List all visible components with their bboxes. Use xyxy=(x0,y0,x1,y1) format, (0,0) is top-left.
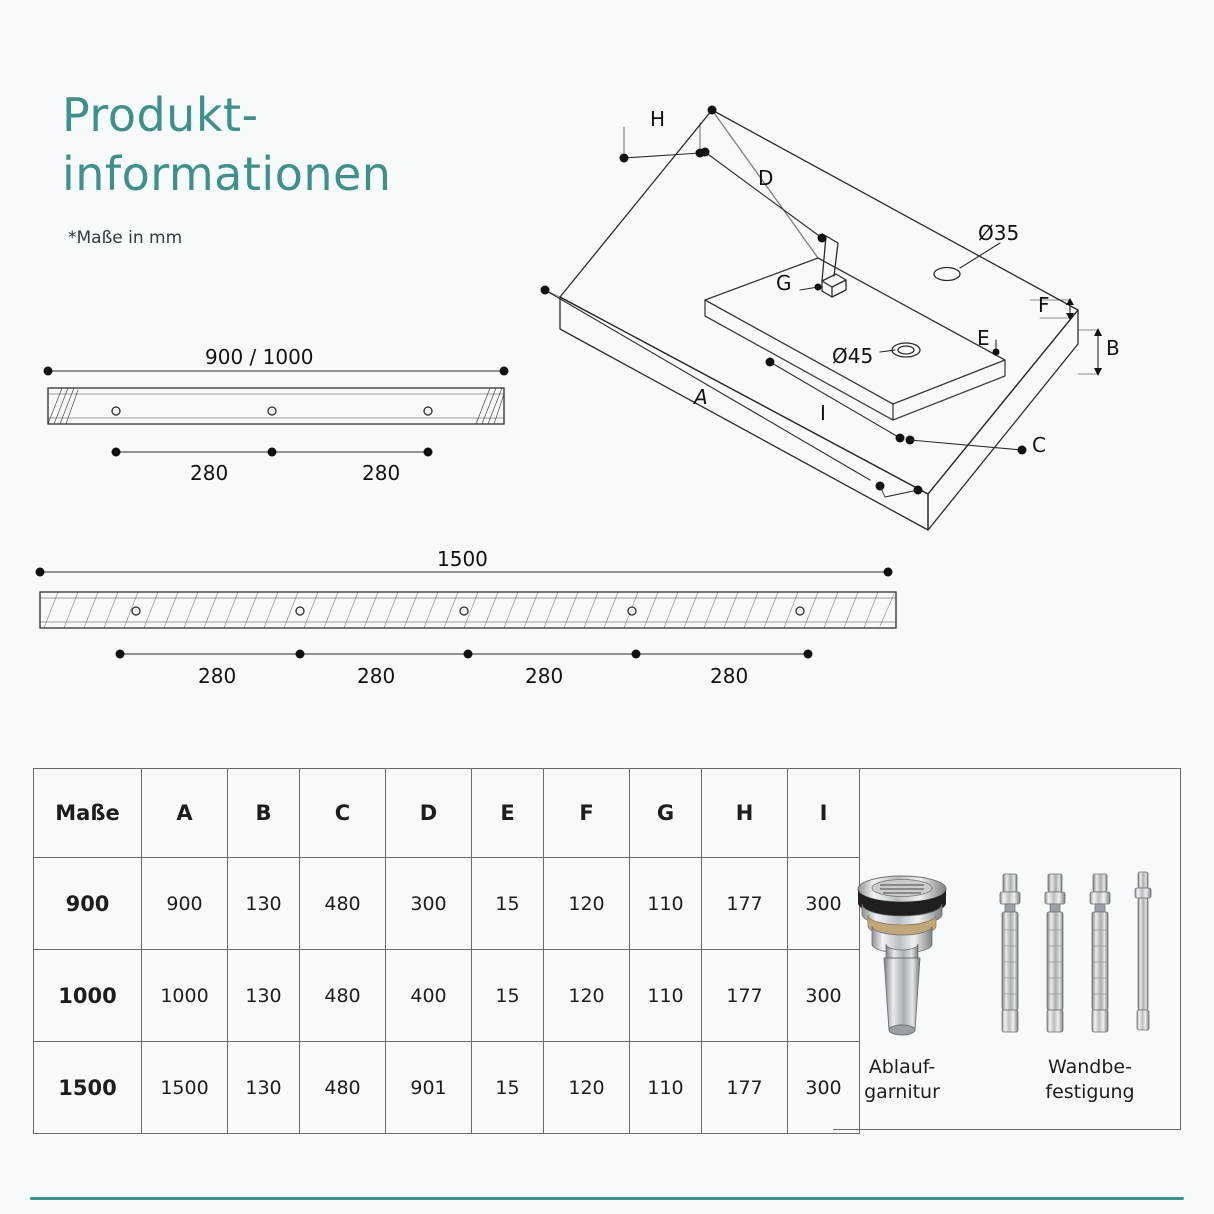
cell-1500-i: 300 xyxy=(788,1042,860,1134)
large-view-spacing-1: 280 xyxy=(198,664,237,688)
header-cell-masse: Maße xyxy=(34,769,142,858)
cell-1500-c: 480 xyxy=(300,1042,386,1134)
iso-label-b: B xyxy=(1106,336,1120,360)
header-cell-i: I xyxy=(788,769,860,858)
small-view-width-label: 900 / 1000 xyxy=(205,345,314,369)
wall-mount-label-line-1: Wandbe- xyxy=(1048,1056,1132,1078)
cell-900-d: 300 xyxy=(386,858,472,950)
cell-900-c: 480 xyxy=(300,858,386,950)
cell-1000-b: 130 xyxy=(228,950,300,1042)
header-cell-b: B xyxy=(228,769,300,858)
cell-1500-e: 15 xyxy=(472,1042,544,1134)
page-title xyxy=(62,86,391,204)
title-line-1: Produkt- xyxy=(62,88,259,142)
units-note: *Maße in mm xyxy=(68,228,183,248)
wall-mount-label-line-2: festigung xyxy=(1045,1080,1135,1103)
header-cell-a: A xyxy=(142,769,228,858)
table-row xyxy=(34,1042,860,1134)
cell-1500-a: 1500 xyxy=(142,1042,228,1134)
drain-label xyxy=(832,1055,972,1104)
iso-label-c: C xyxy=(1032,433,1046,457)
table-row xyxy=(34,858,860,950)
cell-900-a: 900 xyxy=(142,858,228,950)
cell-1000-d: 400 xyxy=(386,950,472,1042)
cell-900-g: 110 xyxy=(630,858,702,950)
table-row xyxy=(34,950,860,1042)
drain-label-line-2: garnitur xyxy=(864,1080,940,1103)
row-size-1500: 1500 xyxy=(34,1042,142,1134)
cell-1000-i: 300 xyxy=(788,950,860,1042)
header-cell-h: H xyxy=(702,769,788,858)
iso-label-e: E xyxy=(977,326,990,350)
cell-1000-e: 15 xyxy=(472,950,544,1042)
header-cell-c: C xyxy=(300,769,386,858)
cell-900-i: 300 xyxy=(788,858,860,950)
wall-mount-label xyxy=(1000,1055,1180,1104)
row-size-1000: 1000 xyxy=(34,950,142,1042)
header-cell-g: G xyxy=(630,769,702,858)
cell-1500-b: 130 xyxy=(228,1042,300,1134)
large-view-spacing-3: 280 xyxy=(525,664,564,688)
iso-label-h: H xyxy=(650,107,666,131)
cell-1500-f: 120 xyxy=(544,1042,630,1134)
row-size-900: 900 xyxy=(34,858,142,950)
cell-1500-g: 110 xyxy=(630,1042,702,1134)
tap-hole-label: Ø35 xyxy=(978,221,1020,245)
iso-label-d: D xyxy=(758,166,774,190)
cell-1500-d: 901 xyxy=(386,1042,472,1134)
header-cell-d: D xyxy=(386,769,472,858)
large-view-spacing-4: 280 xyxy=(710,664,749,688)
cell-900-h: 177 xyxy=(702,858,788,950)
large-view-spacing-2: 280 xyxy=(357,664,396,688)
drain-hole-label: Ø45 xyxy=(832,344,874,368)
cell-900-e: 15 xyxy=(472,858,544,950)
cell-900-f: 120 xyxy=(544,858,630,950)
title-line-2: informationen xyxy=(62,146,392,201)
small-view-spacing-2: 280 xyxy=(362,461,401,485)
header-cell-e: E xyxy=(472,769,544,858)
footer-accent-rule xyxy=(30,1197,1184,1200)
cell-1000-a: 1000 xyxy=(142,950,228,1042)
drain-label-line-1: Ablauf- xyxy=(868,1056,936,1078)
large-view-width-label: 1500 xyxy=(437,547,488,571)
iso-label-g: G xyxy=(776,271,792,295)
cell-1000-g: 110 xyxy=(630,950,702,1042)
iso-label-i: I xyxy=(820,401,826,425)
cell-1500-h: 177 xyxy=(702,1042,788,1134)
cell-1000-h: 177 xyxy=(702,950,788,1042)
header-cell-f: F xyxy=(544,769,630,858)
iso-label-f: F xyxy=(1038,293,1050,317)
iso-label-a: A xyxy=(694,385,708,409)
small-view-spacing-1: 280 xyxy=(190,461,229,485)
specification-table xyxy=(33,768,860,1134)
cell-900-b: 130 xyxy=(228,858,300,950)
cell-1000-c: 480 xyxy=(300,950,386,1042)
cell-1000-f: 120 xyxy=(544,950,630,1042)
table-header-row xyxy=(34,769,860,858)
